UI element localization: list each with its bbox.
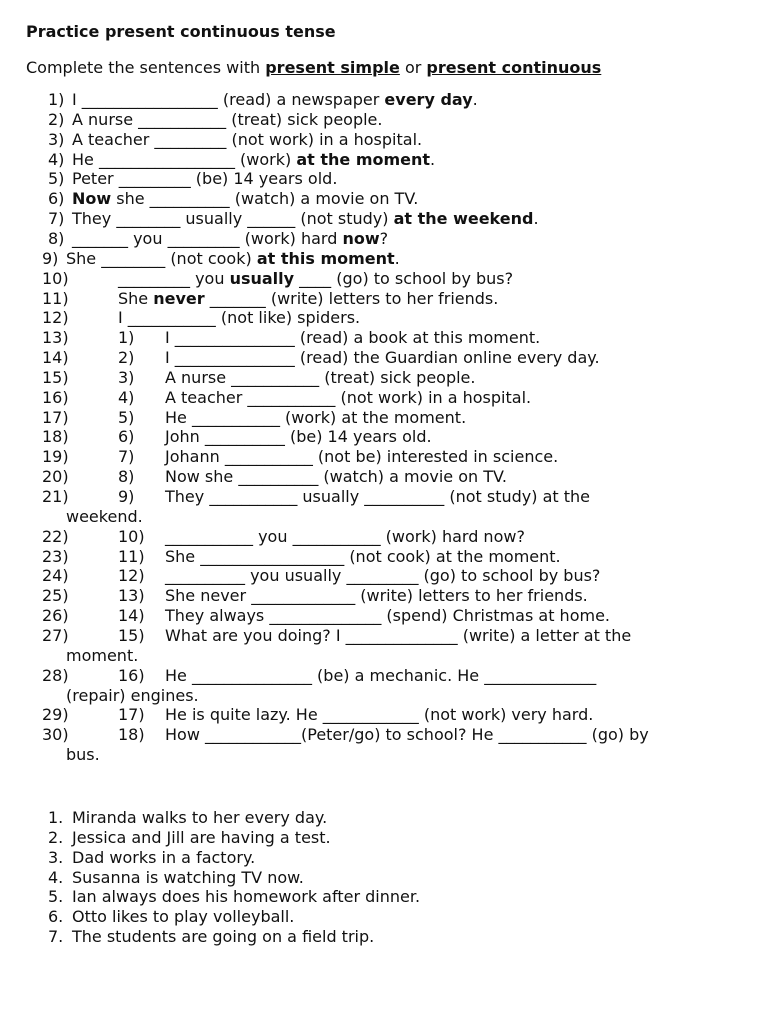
sentence-text: Johann ___________ (not be) interested in science. — [165, 447, 559, 467]
exercise-number: 23) — [42, 546, 69, 566]
exercise-sentence — [165, 566, 600, 586]
exercise-sentence — [72, 110, 382, 130]
sentence-text: _______ you _________ (work) hard — [72, 228, 343, 248]
exercise-number: 1) — [48, 90, 65, 109]
sentence-text: They ___________ usually __________ (not study) at the — [165, 487, 591, 506]
exercise-number: 8) — [48, 228, 65, 248]
exercise-number: 12) — [42, 308, 69, 328]
sentence-text: What are you doing? I ______________ (write) a letter at the — [165, 625, 632, 645]
exercise-sentence — [118, 269, 513, 289]
exercise-subnumber: 3) — [118, 367, 135, 387]
exercise-sentence — [165, 527, 525, 547]
exercise-sentence — [165, 427, 432, 447]
sentence-text: A teacher _________ (not work) in a hospital. — [72, 129, 423, 149]
exercise-subnumber: 15) — [118, 625, 145, 645]
sentence-text: I _________________ (read) a newspaper — [72, 90, 385, 109]
sentence-text: Peter _________ (be) 14 years old. — [72, 169, 338, 189]
bold-keyword: Now — [72, 189, 112, 209]
exercise-subnumber: 10) — [118, 526, 145, 546]
sentence-text: I _______________ (read) a book at this moment. — [165, 328, 541, 348]
exercise-subnumber: 18) — [118, 725, 145, 745]
exercise-number: 18) — [42, 427, 69, 447]
sentence-text: John __________ (be) 14 years old. — [165, 427, 432, 447]
exercise-subnumber: 11) — [118, 546, 145, 566]
exercise-continuation: bus. — [66, 745, 100, 765]
exercise-number: 4) — [48, 149, 65, 169]
exercise-sentence — [72, 189, 418, 209]
exercise-subnumber: 12) — [118, 566, 145, 586]
exercise-sentence — [165, 328, 540, 348]
instruction-option-present-simple: present simple — [265, 58, 400, 77]
exercise-number: 6) — [48, 189, 65, 209]
sentence-text: __________ you usually _________ (go) to school by bus? — [165, 566, 601, 586]
sentence-text: They always ______________ (spend) Christmas at home. — [165, 606, 610, 626]
exercise-sentence — [72, 229, 388, 249]
instruction-joiner: or — [399, 58, 427, 77]
exercise-subnumber: 9) — [118, 487, 135, 506]
exercise-subnumber: 14) — [118, 606, 145, 626]
answer-number: 1. — [48, 808, 64, 827]
exercise-number: 3) — [48, 129, 65, 149]
answer-number: 7. — [48, 927, 64, 947]
exercise-number: 14) — [42, 348, 69, 368]
answer-number: 4. — [48, 867, 64, 887]
exercise-subnumber: 8) — [118, 467, 135, 487]
sentence-text: He ___________ (work) at the moment. — [165, 407, 467, 427]
bold-keyword: usually — [229, 268, 295, 288]
sentence-text: . — [472, 90, 478, 109]
exercise-sentence — [165, 606, 610, 626]
exercise-sentence — [165, 487, 590, 507]
exercise-subnumber: 6) — [118, 427, 135, 447]
exercise-sentence — [72, 130, 422, 150]
exercise-number: 5) — [48, 169, 65, 189]
sentence-text: ? — [379, 228, 389, 248]
exercise-sentence — [72, 90, 478, 110]
exercise-sentence — [72, 150, 435, 170]
exercise-number: 15) — [42, 367, 69, 387]
answer-sentence: The students are going on a field trip. — [72, 927, 375, 947]
answer-sentence: Jessica and Jill are having a test. — [72, 827, 331, 847]
exercise-sentence — [165, 467, 507, 487]
exercise-subnumber: 2) — [118, 348, 135, 368]
exercise-sentence — [165, 547, 561, 567]
exercise-number: 2) — [48, 109, 65, 129]
sentence-text: . — [430, 149, 436, 169]
sentence-text: Now she __________ (watch) a movie on TV. — [165, 467, 507, 487]
sentence-text: I _______________ (read) the Guardian online every day. — [165, 348, 600, 368]
exercise-subnumber: 4) — [118, 387, 135, 407]
bold-keyword: every day — [384, 90, 473, 109]
sentence-text: she __________ (watch) a movie on TV. — [111, 189, 419, 209]
sentence-text: A nurse ___________ (treat) sick people. — [72, 109, 383, 129]
sentence-text: _______ (write) letters to her friends. — [204, 288, 499, 308]
bold-keyword: at the moment — [296, 149, 431, 169]
exercise-number: 19) — [42, 447, 69, 467]
answer-number: 2. — [48, 827, 64, 847]
exercise-number: 21) — [42, 487, 69, 506]
exercise-number: 9) — [42, 248, 59, 268]
bold-keyword: now — [342, 228, 380, 248]
exercise-sentence — [72, 209, 539, 229]
exercise-sentence — [165, 368, 475, 388]
exercise-number: 13) — [42, 328, 69, 348]
exercise-sentence — [165, 666, 596, 686]
sentence-text: She __________________ (not cook) at the moment. — [165, 546, 561, 566]
sentence-text: She — [118, 288, 154, 308]
exercise-sentence — [165, 447, 558, 467]
exercise-subnumber: 1) — [118, 328, 135, 348]
answer-number: 5. — [48, 887, 64, 907]
exercise-sentence — [118, 289, 498, 309]
sentence-text: How ____________(Peter/go) to school? He ___________ (go) by — [165, 725, 649, 745]
exercise-sentence — [165, 705, 593, 725]
answer-sentence: Susanna is watching TV now. — [72, 867, 304, 887]
sentence-text: ___________ you ___________ (work) hard now? — [165, 526, 525, 546]
exercise-subnumber: 7) — [118, 447, 135, 467]
answer-sentence: Otto likes to play volleyball. — [72, 907, 295, 927]
sentence-text: He _________________ (work) — [72, 149, 297, 169]
exercise-number: 28) — [42, 665, 69, 685]
bold-keyword: at the weekend — [393, 209, 534, 229]
sentence-text: A teacher ___________ (not work) in a hospital. — [165, 387, 532, 407]
exercise-sentence — [165, 388, 531, 408]
exercise-sentence — [165, 725, 649, 745]
answer-number: 3. — [48, 847, 64, 867]
exercise-subnumber: 17) — [118, 705, 145, 725]
exercise-number: 25) — [42, 586, 69, 606]
sentence-text: She never _____________ (write) letters to her friends. — [165, 586, 588, 606]
sentence-text: She ________ (not cook) — [66, 248, 257, 268]
exercise-number: 10) — [42, 268, 69, 288]
exercise-sentence — [72, 169, 337, 189]
exercise-sentence — [165, 348, 600, 368]
answer-sentence: Miranda walks to her every day. — [72, 808, 328, 827]
exercise-number: 11) — [42, 288, 69, 308]
page-title: Practice present continuous tense — [26, 22, 336, 41]
exercise-sentence — [165, 408, 466, 428]
exercise-number: 24) — [42, 566, 69, 586]
exercise-subnumber: 5) — [118, 407, 135, 427]
exercise-number: 16) — [42, 387, 69, 407]
answer-sentence: Dad works in a factory. — [72, 847, 256, 867]
sentence-text: He is quite lazy. He ____________ (not work) very hard. — [165, 705, 594, 725]
exercise-continuation: (repair) engines. — [66, 685, 199, 705]
exercise-sentence — [118, 308, 360, 328]
exercise-number: 29) — [42, 705, 69, 725]
sentence-text: . — [394, 248, 400, 268]
sentence-text: . — [533, 209, 539, 229]
answer-sentence: Ian always does his homework after dinner. — [72, 887, 421, 907]
sentence-text: ____ (go) to school by bus? — [294, 268, 514, 288]
exercise-number: 27) — [42, 625, 69, 645]
answer-number: 6. — [48, 907, 64, 927]
exercise-number: 26) — [42, 606, 69, 626]
sentence-text: They ________ usually ______ (not study) — [72, 209, 394, 229]
exercise-sentence — [165, 626, 631, 646]
bold-keyword: never — [153, 288, 205, 308]
exercise-number: 30) — [42, 725, 69, 745]
bold-keyword: at this moment — [256, 248, 395, 268]
sentence-text: _________ you — [118, 268, 230, 288]
instruction-option-present-continuous: present continuous — [426, 58, 602, 77]
instruction-line — [26, 58, 601, 77]
exercise-subnumber: 13) — [118, 586, 145, 606]
exercise-number: 20) — [42, 467, 69, 487]
exercise-sentence — [66, 249, 400, 269]
exercise-continuation: moment. — [66, 645, 139, 665]
sentence-text: He _______________ (be) a mechanic. He ______________ — [165, 665, 597, 685]
exercise-continuation: weekend. — [66, 506, 143, 526]
exercise-number: 22) — [42, 526, 69, 546]
exercise-subnumber: 16) — [118, 665, 145, 685]
sentence-text: A nurse ___________ (treat) sick people. — [165, 367, 476, 387]
exercise-sentence — [165, 586, 588, 606]
sentence-text: I ___________ (not like) spiders. — [118, 308, 361, 328]
exercise-number: 7) — [48, 209, 65, 229]
exercise-number: 17) — [42, 407, 69, 427]
instruction-prefix: Complete the sentences with — [26, 58, 266, 77]
